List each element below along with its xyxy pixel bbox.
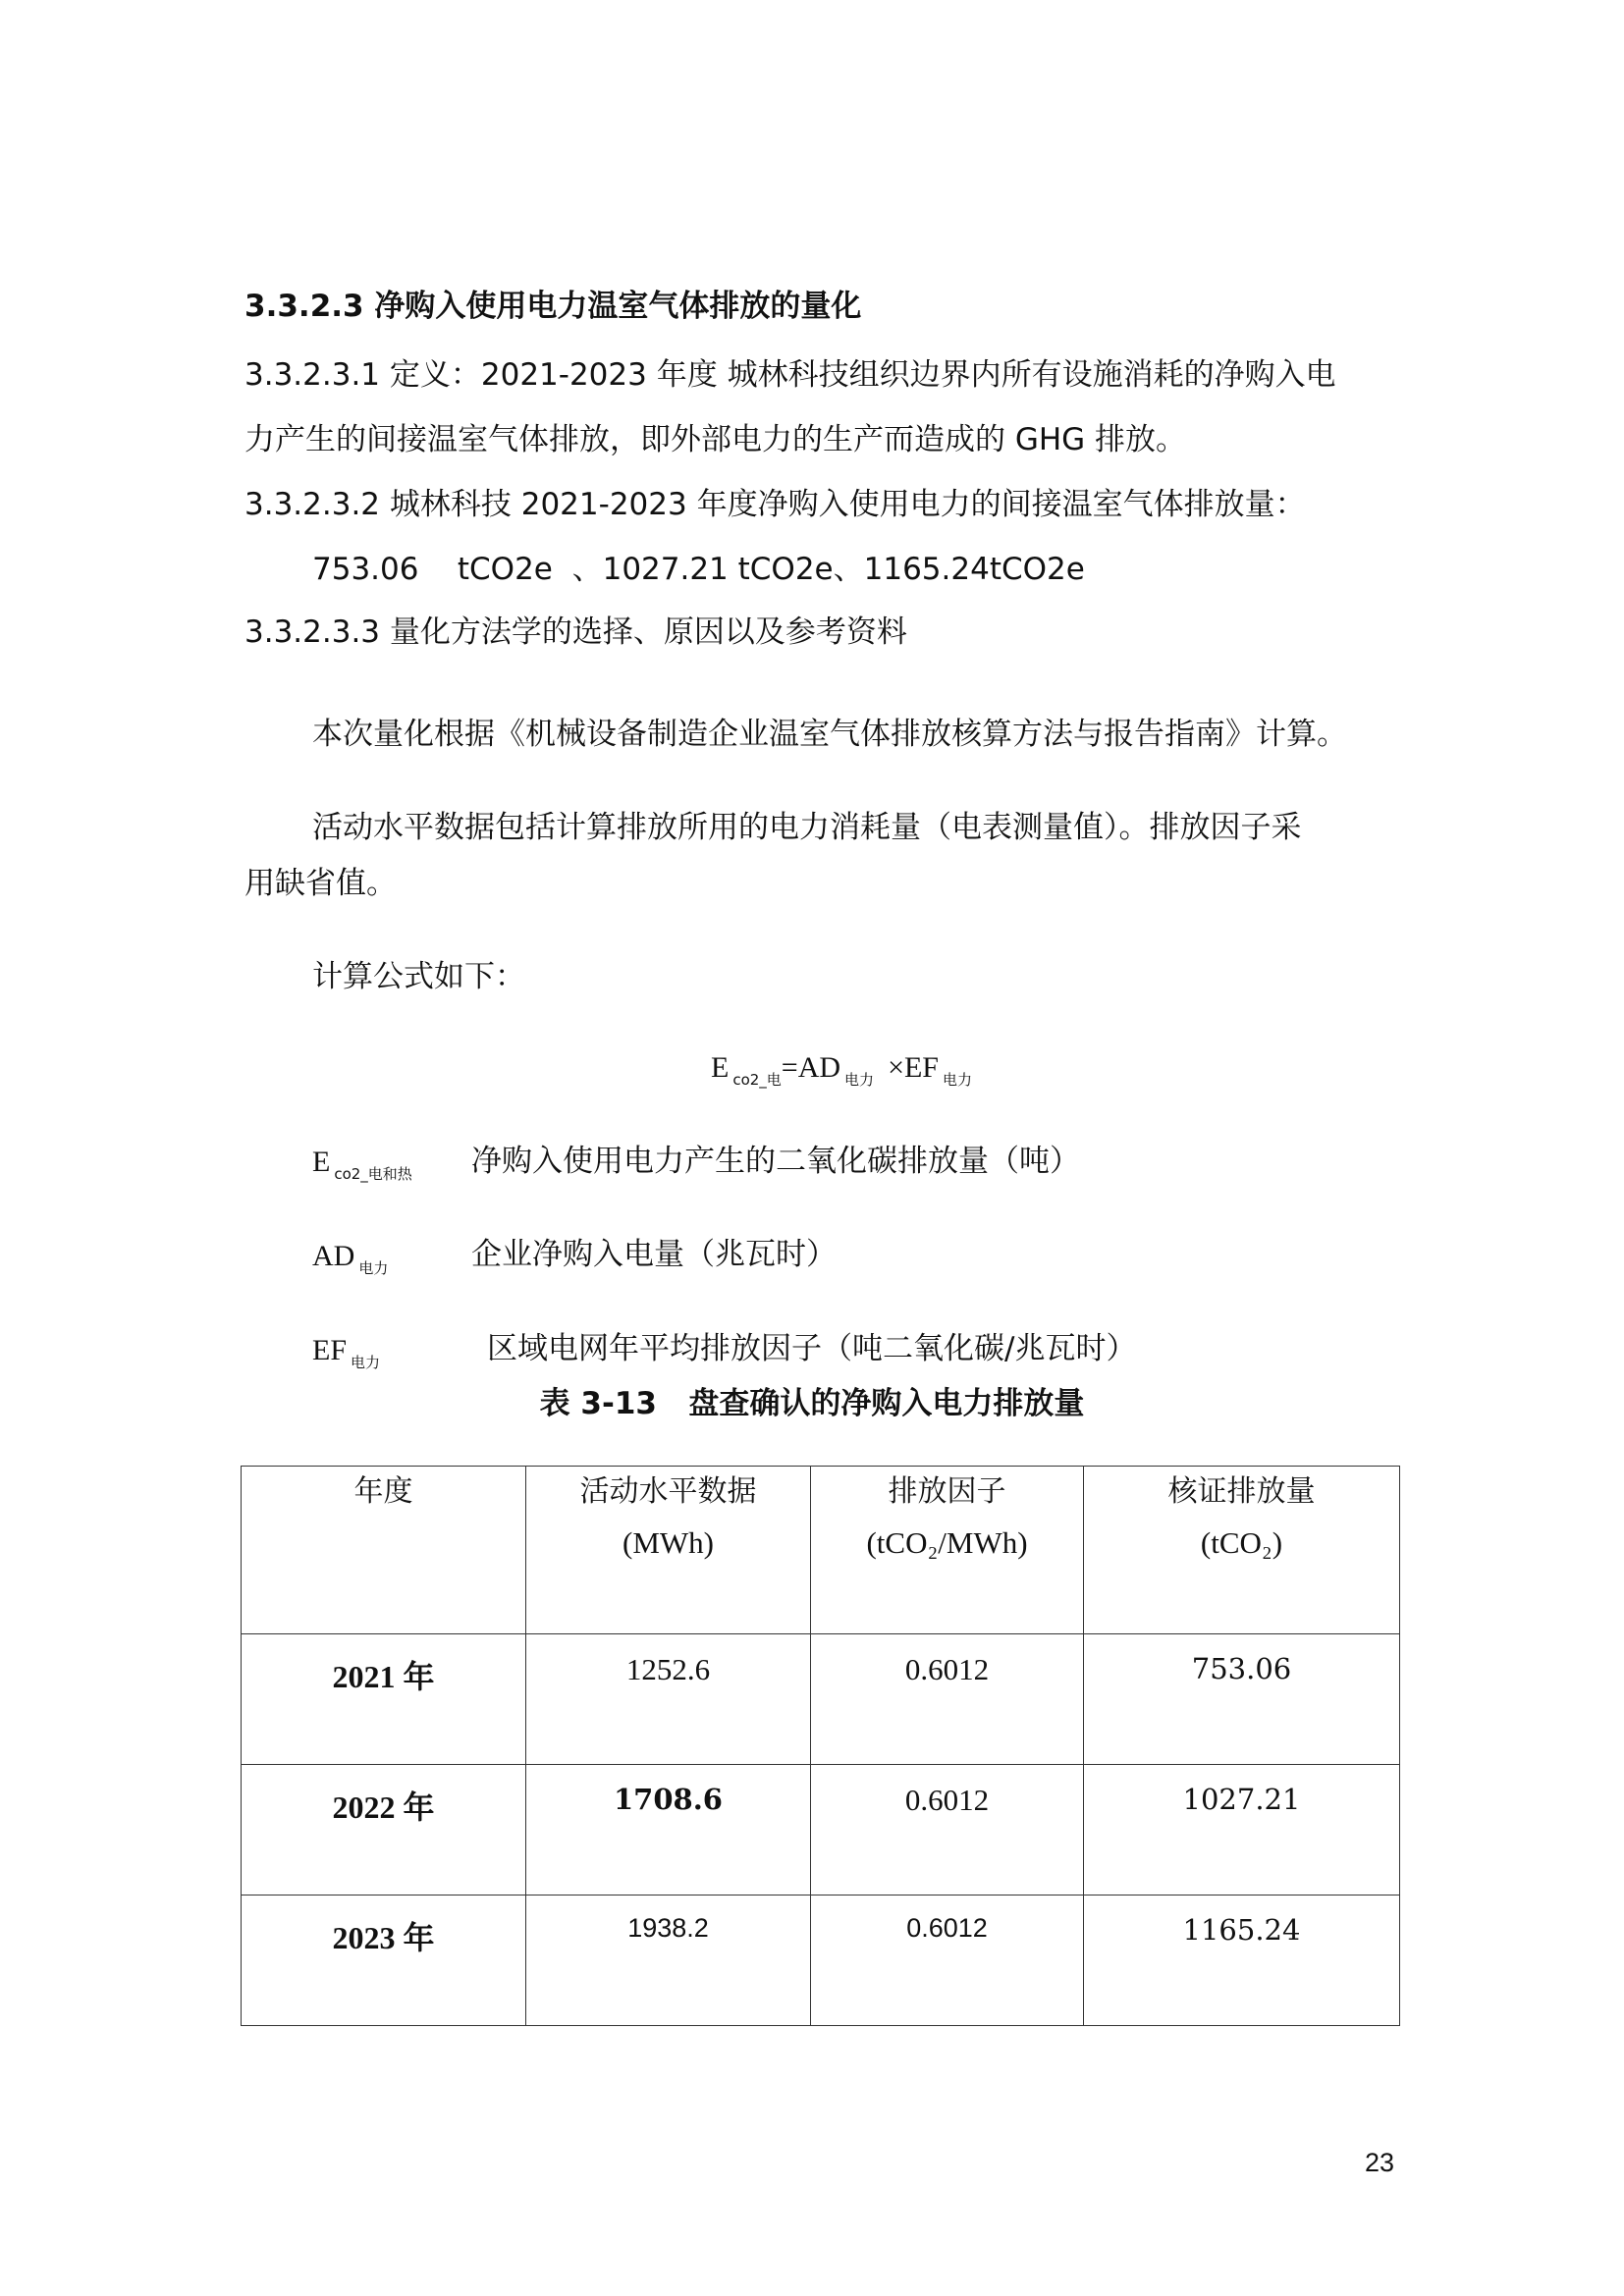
paragraph-activity-line-1: 活动水平数据包括计算排放所用的电力消耗量（电表测量值）。排放因子采 [312, 810, 1302, 845]
definition-ef-text: 区域电网年平均排放因子（吨二氧化碳/兆瓦时） [487, 1331, 1137, 1366]
header-year-label: 年度 [353, 1474, 413, 1509]
emission-values: 753.06 tCO2e 、1027.21 tCO2e、1165.24tCO2e [312, 552, 1085, 587]
method-heading: 3.3.2.3.3 量化方法学的选择、原因以及参考资料 [244, 614, 907, 650]
formula-ef-subscript: 电力 [943, 1071, 973, 1089]
header-emission-unit: (tCO₂) [1200, 1525, 1283, 1560]
emission-cell: 1027.21 [1084, 1765, 1400, 1896]
definition-e-symbol [312, 1143, 412, 1186]
activity-cell: 1708.6 [526, 1765, 811, 1896]
definition-ad-text: 企业净购入电量（兆瓦时） [471, 1237, 837, 1272]
definition-ad-sub: 电力 [358, 1259, 389, 1277]
table-row [242, 1896, 1400, 2026]
section-heading: 3.3.2.3 净购入使用电力温室气体排放的量化 [244, 289, 862, 324]
header-factor-unit: (tCO₂/MWh) [866, 1525, 1028, 1560]
paragraph-basis: 本次量化根据《机械设备制造企业温室气体排放核算方法与报告指南》计算。 [312, 717, 1347, 752]
definition-e-sub: co2_电和热 [334, 1165, 412, 1183]
year-cell: 2023 年 [242, 1896, 526, 2026]
definition-line-1: 3.3.2.3.1 定义：2021-2023 年度 城林科技组织边界内所有设施消耗的净购入电 [244, 357, 1336, 393]
table-header-row [242, 1467, 1400, 1634]
activity-cell: 1938.2 [526, 1896, 811, 2026]
definition-line-2: 力产生的间接温室气体排放，即外部电力的生产而造成的 GHG 排放。 [244, 422, 1187, 457]
definition-ef-sym: EF [312, 1334, 348, 1366]
factor-cell: 0.6012 [811, 1896, 1084, 2026]
formula-eq-ad: =AD [781, 1051, 841, 1084]
definition-ad-symbol [312, 1237, 388, 1280]
factor-cell: 0.6012 [811, 1634, 1084, 1765]
formula-e: E [711, 1051, 730, 1084]
emission-formula [711, 1048, 972, 1092]
year-cell: 2021 年 [242, 1634, 526, 1765]
formula-e-subscript: co2_电 [732, 1071, 782, 1089]
formula-intro: 计算公式如下： [312, 959, 525, 994]
header-emission [1084, 1467, 1400, 1634]
formula-ad-subscript: 电力 [844, 1071, 875, 1089]
emission-table [241, 1466, 1400, 2026]
page-number: 23 [1365, 2148, 1395, 2177]
definition-ad-sym: AD [312, 1240, 355, 1272]
table-row [242, 1765, 1400, 1896]
emission-cell: 753.06 [1084, 1634, 1400, 1765]
definition-ef-sub: 电力 [351, 1354, 381, 1371]
header-factor [811, 1467, 1084, 1634]
header-factor-label: 排放因子 [888, 1474, 1006, 1509]
definition-e-sym: E [312, 1146, 331, 1178]
emission-cell: 1165.24 [1084, 1896, 1400, 2026]
header-activity-unit: (MWh) [623, 1525, 714, 1560]
emission-statement: 3.3.2.3.2 城林科技 2021-2023 年度净购入使用电力的间接温室气体排放量： [244, 487, 1306, 522]
activity-cell: 1252.6 [526, 1634, 811, 1765]
year-cell: 2022 年 [242, 1765, 526, 1896]
header-year [242, 1467, 526, 1634]
formula-times-ef: ×EF [888, 1051, 939, 1084]
factor-cell: 0.6012 [811, 1765, 1084, 1896]
table-row [242, 1634, 1400, 1765]
paragraph-activity-line-2: 用缺省值。 [244, 866, 397, 901]
header-activity-label: 活动水平数据 [579, 1474, 757, 1509]
definition-e-text: 净购入使用电力产生的二氧化碳排放量（吨） [471, 1144, 1080, 1179]
definition-ef-symbol [312, 1331, 380, 1374]
header-activity [526, 1467, 811, 1634]
header-emission-label: 核证排放量 [1167, 1474, 1316, 1509]
table-caption: 表 3-13 盘查确认的净购入电力排放量 [539, 1386, 1085, 1421]
